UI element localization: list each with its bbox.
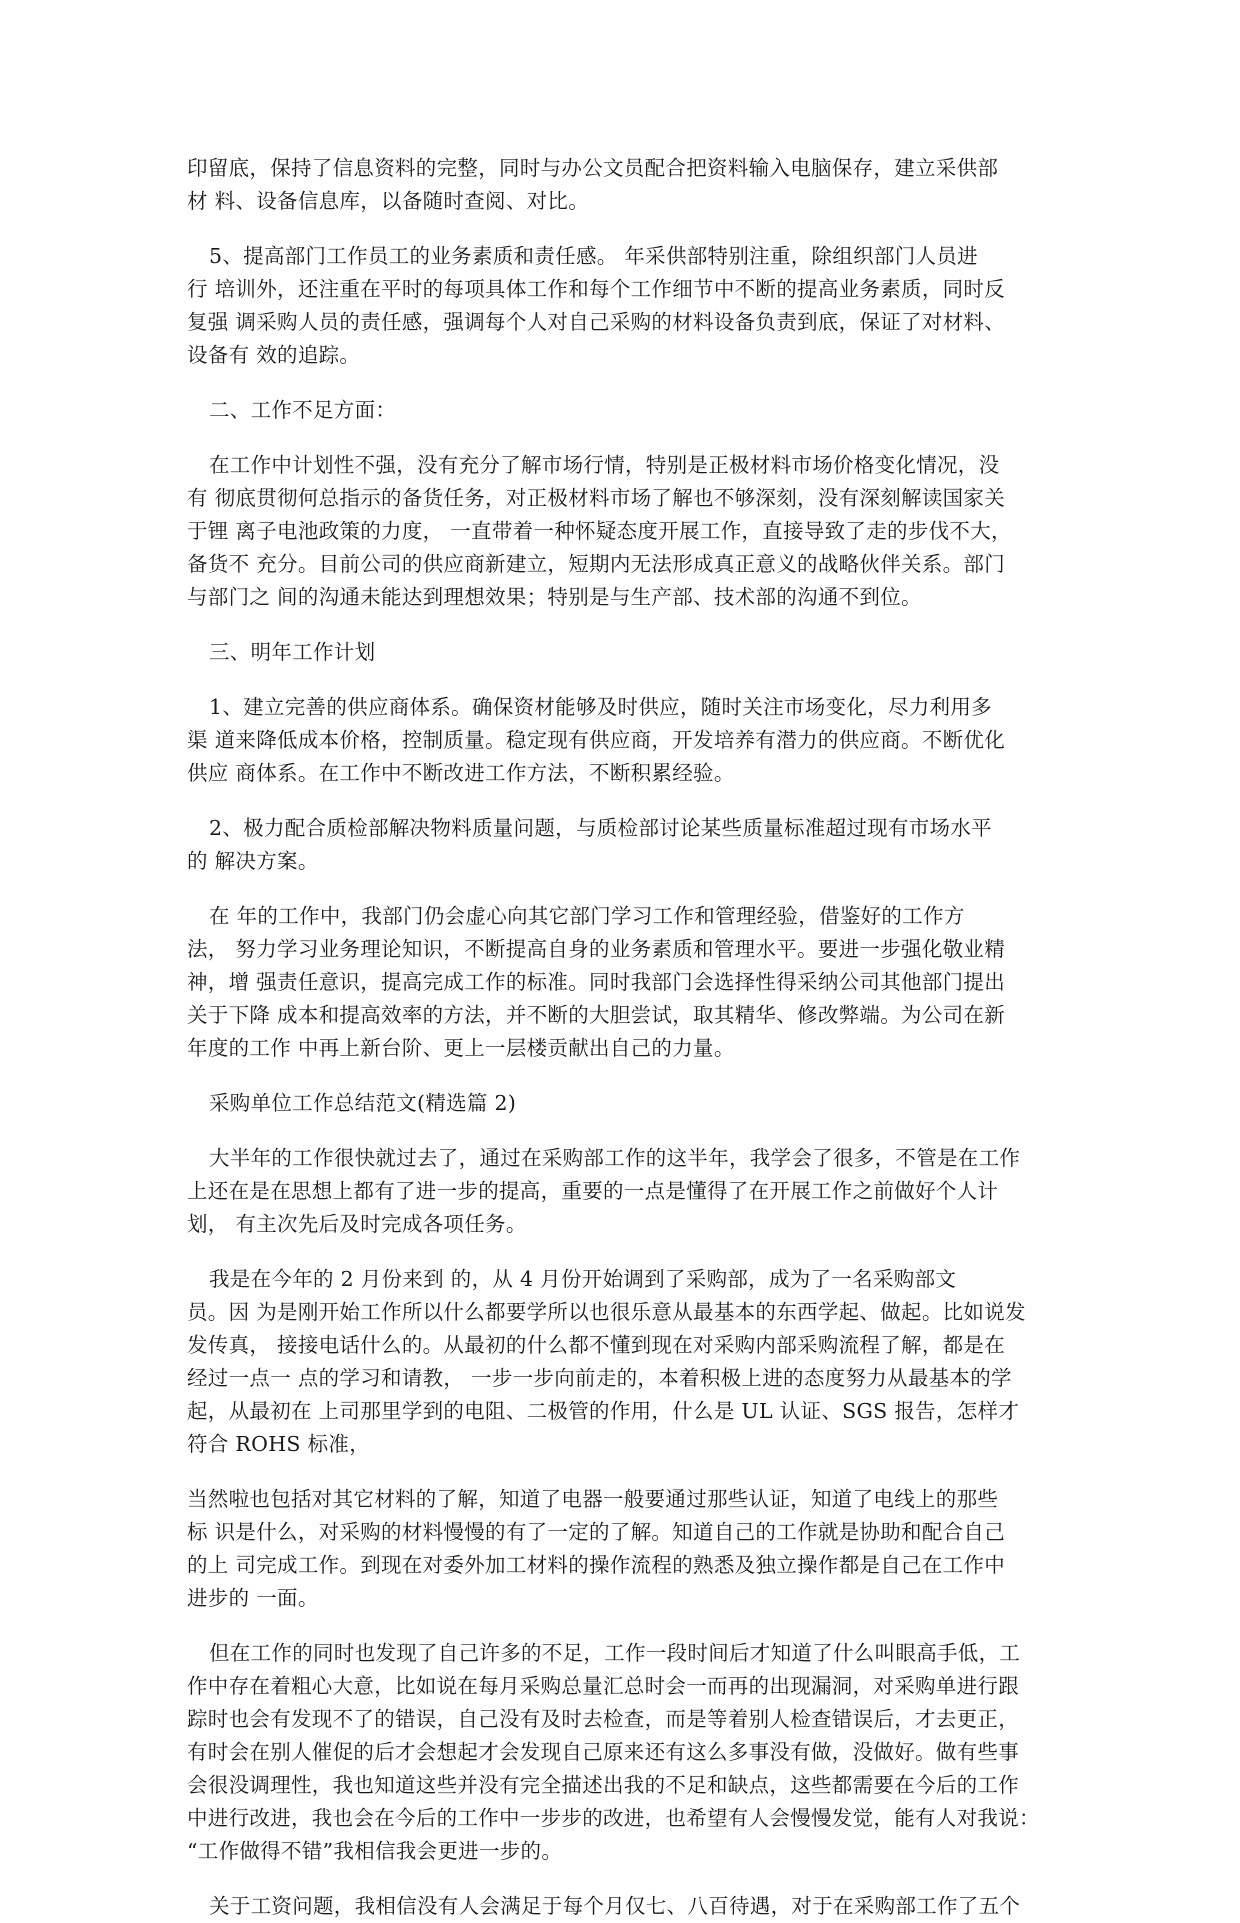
text-line: 材 料、设备信息库，以备随时查阅、对比。: [187, 189, 590, 213]
text-line: 员。因 为是刚开始工作所以什么都要学所以也很乐意从最基本的东西学起、做起。比如说发: [187, 1300, 1026, 1324]
text-line: 行 培训外，还注重在平时的每项具体工作和每个工作细节中不断的提高业务素质，同时反: [187, 277, 1006, 301]
paragraph: [187, 1142, 1070, 1241]
text-line: 我是在今年的 2 月份来到 的，从 4 月份开始调到了采购部，成为了一名采购部文: [209, 1267, 957, 1291]
text-line: 于锂 离子电池政策的力度， 一直带着一种怀疑态度开展工作，直接导致了走的步伐不大，: [187, 519, 1012, 543]
paragraph: [187, 1263, 1070, 1461]
text-line: 经过一点一 点的学习和请教， 一步一步向前走的，本着积极上进的态度努力从最基本的学: [187, 1366, 1012, 1390]
text-line: 神，增 强责任意识，提高完成工作的标准。同时我部门会选择性得采纳公司其他部门提出: [187, 970, 1006, 994]
text-line: 符合 ROHS 标准，: [187, 1432, 370, 1456]
paragraph: [187, 449, 1070, 614]
paragraph: [187, 152, 1070, 218]
text-line: 与部门之 间的沟通未能达到理想效果；特别是与生产部、技术部的沟通不到位。: [187, 585, 922, 609]
paragraph: [187, 812, 1070, 878]
text-line: 复强 调采购人员的责任感，强调每个人对自己采购的材料设备负责到底，保证了对材料、: [187, 310, 1006, 334]
text-line: 大半年的工作很快就过去了，通过在采购部工作的这半年，我学会了很多，不管是在工作: [209, 1146, 1021, 1170]
text-line: 上还在是在思想上都有了进一步的提高，重要的一点是懂得了在开展工作之前做好个人计: [187, 1179, 999, 1203]
paragraph: [187, 1890, 1070, 1923]
text-line: 1、建立完善的供应商体系。确保资材能够及时供应，随时关注市场变化，尽力利用多: [209, 695, 992, 719]
paragraph: [187, 691, 1070, 790]
text-line: 的 解决方案。: [187, 849, 319, 873]
text-line: 在 年的工作中，我部门仍会虚心向其它部门学习工作和管理经验，借鉴好的工作方: [209, 904, 965, 928]
paragraph: [187, 240, 1070, 372]
text-line: 起，从最初在 上司那里学到的电阻、二极管的作用，什么是 UL 认证、SGS 报告，怎样才: [187, 1399, 1020, 1423]
text-line: 作中存在着粗心大意，比如说在每月采购总量汇总时会一而再的出现漏洞，对采购单进行跟: [187, 1674, 1019, 1698]
paragraph: [187, 394, 1070, 427]
text-line: 在工作中计划性不强，没有充分了解市场行情，特别是正极材料市场价格变化情况，没: [209, 453, 1000, 477]
text-line: “工作做得不错”我相信我会更进一步的。: [187, 1839, 563, 1863]
text-line: 的上 司完成工作。到现在对委外加工材料的操作流程的熟悉及独立操作都是自己在工作中: [187, 1553, 1006, 1577]
text-line: 有 彻底贯彻何总指示的备货任务，对正极材料市场了解也不够深刻，没有深刻解读国家关: [187, 486, 1006, 510]
text-line: 中进行改进，我也会在今后的工作中一步步的改进，也希望有人会慢慢发觉，能有人对我说：: [187, 1806, 1040, 1830]
text-line: 踪时也会有发现不了的错误，自己没有及时去检查，而是等着别人检查错误后，才去更正，: [187, 1707, 1019, 1731]
paragraph: [187, 636, 1070, 669]
paragraph: [187, 1637, 1070, 1868]
text-line: 但在工作的同时也发现了自己许多的不足，工作一段时间后才知道了什么叫眼高手低，工: [209, 1641, 1021, 1665]
text-line: 5、提高部门工作员工的业务素质和责任感。 年采供部特别注重，除组织部门人员进: [209, 244, 978, 268]
text-line: 供应 商体系。在工作中不断改进工作方法，不断积累经验。: [187, 761, 735, 785]
text-line: 标 识是什么，对采购的材料慢慢的有了一定的了解。知道自己的工作就是协助和配合自己: [187, 1520, 1006, 1544]
text-line: 印留底，保持了信息资料的完整，同时与办公文员配合把资料输入电脑保存，建立采供部: [187, 156, 999, 180]
document-body: [187, 152, 1070, 1923]
text-line: 法， 努力学习业务理论知识，不断提高自身的业务素质和管理水平。要进一步强化敬业精: [187, 937, 1006, 961]
paragraph: [187, 900, 1070, 1065]
paragraph: [187, 1087, 1070, 1120]
text-line: 渠 道来降低成本价格，控制质量。稳定现有供应商，开发培养有潜力的供应商。不断优化: [187, 728, 1006, 752]
text-line: 备货不 充分。目前公司的供应商新建立，短期内无法形成真正意义的战略伙伴关系。部门: [187, 552, 1006, 576]
text-line: 有时会在别人催促的后才会想起才会发现自己原来还有这么多事没有做，没做好。做有些事: [187, 1740, 1019, 1764]
text-line: 当然啦也包括对其它材料的了解，知道了电器一般要通过那些认证，知道了电线上的那些: [187, 1487, 999, 1511]
text-line: 划， 有主次先后及时完成各项任务。: [187, 1212, 527, 1236]
text-line: 2、极力配合质检部解决物料质量问题，与质检部讨论某些质量标准超过现有市场水平: [209, 816, 992, 840]
text-line: 三、明年工作计划: [209, 640, 376, 664]
text-line: 年度的工作 中再上新台阶、更上一层楼贡献出自己的力量。: [187, 1036, 735, 1060]
text-line: 采购单位工作总结范文(精选篇 2): [209, 1091, 517, 1115]
text-line: 进步的 一面。: [187, 1586, 319, 1610]
text-line: 设备有 效的追踪。: [187, 343, 361, 367]
paragraph: [187, 1483, 1070, 1615]
text-line: 二、工作不足方面：: [209, 398, 397, 422]
text-line: 发传真， 接接电话什么的。从最初的什么都不懂到现在对采购内部采购流程了解，都是在: [187, 1333, 1006, 1357]
text-line: 关于工资问题，我相信没有人会满足于每个月仅七、八百待遇，对于在采购部工作了五个: [209, 1894, 1021, 1918]
text-line: 会很没调理性，我也知道这些并没有完全描述出我的不足和缺点，这些都需要在今后的工作: [187, 1773, 1019, 1797]
text-line: 关于下降 成本和提高效率的方法，并不断的大胆尝试，取其精华、修改弊端。为公司在新: [187, 1003, 1006, 1027]
